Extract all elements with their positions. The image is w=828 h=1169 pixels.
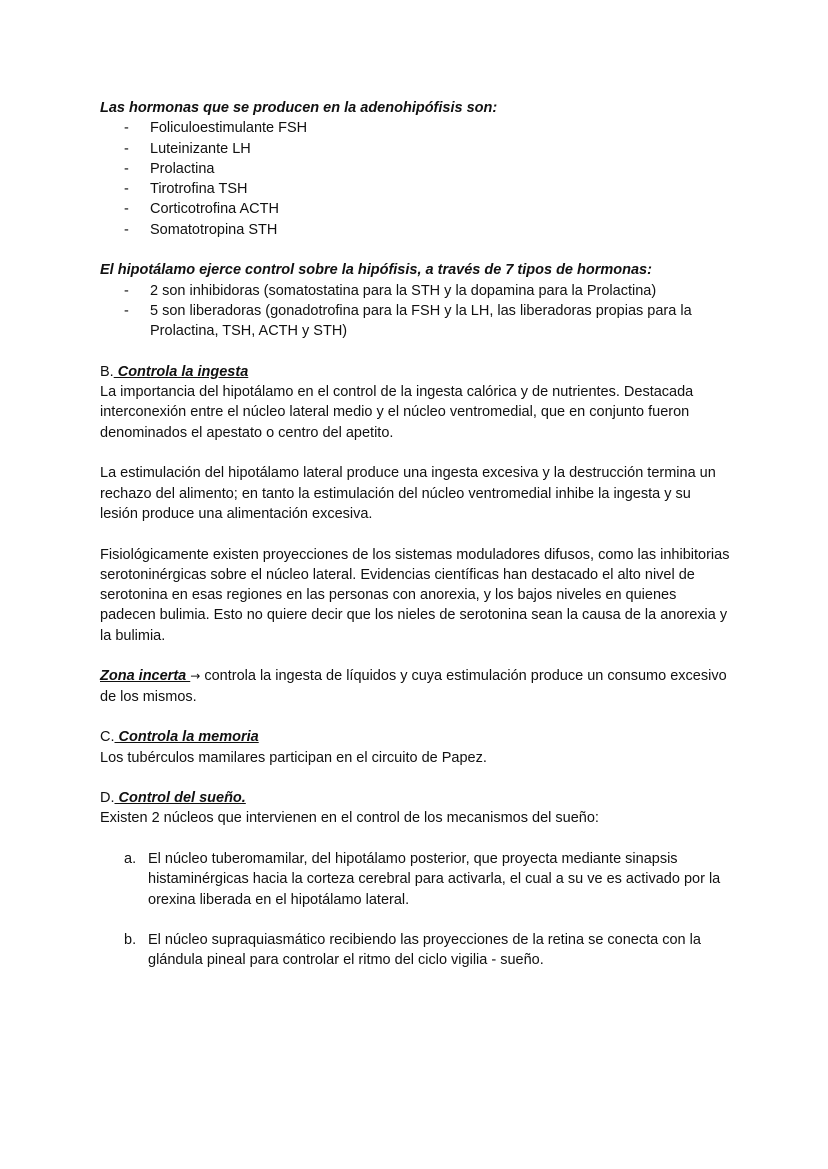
list-item: - 2 son inhibidoras (somatostatina para la STH y la dopamina para la Prolactina) bbox=[100, 281, 730, 301]
section-d-heading bbox=[100, 788, 730, 808]
list-item: - 5 son liberadoras (gonadotrofina para la FSH y la LH, las liberadoras propias para la Prolactina, TSH, ACTH y STH) bbox=[100, 301, 730, 342]
list-item: - Luteinizante LH bbox=[100, 139, 730, 159]
list-item: - Prolactina bbox=[100, 159, 730, 179]
section-b-paragraph-2: La estimulación del hipotálamo lateral produce una ingesta excesiva y la destrucción termina un rechazo del alimento; en tanto la estimulación del núcleo ventromedial inhibe la ingesta y su lesión produce una alimentación excesiva. bbox=[100, 465, 716, 522]
section-c-prefix: C. bbox=[100, 729, 115, 746]
zona-incerta-text: controla la ingesta de líquidos y cuya estimulación produce un consumo excesivo de los mismos. bbox=[100, 668, 727, 705]
section-b-paragraph-1: La importancia del hipotálamo en el control de la ingesta calórica y de nutrientes. Destacada interconexión entre el núcleo lateral medio y el núcleo ventromedial, que en conjunto fueron denominados el apestato o centro del apetito. bbox=[100, 384, 694, 441]
section-d-paragraph-1: Existen 2 núcleos que intervienen en el control de los mecanismos del sueño: bbox=[100, 810, 599, 827]
hipotalamo-heading: El hipotálamo ejerce control sobre la hipófisis, a través de 7 tipos de hormonas: bbox=[100, 262, 652, 279]
document-page bbox=[100, 98, 730, 971]
list-marker: b. bbox=[124, 932, 137, 949]
arrow-right-icon: → bbox=[190, 669, 201, 684]
section-c-paragraph-1: Los tubérculos mamilares participan en el circuito de Papez. bbox=[100, 749, 487, 766]
section-b-title: Controla la ingesta bbox=[113, 363, 249, 380]
section-c-heading bbox=[100, 727, 730, 747]
list-item: - Tirotrofina TSH bbox=[100, 179, 730, 199]
list-item: - Somatotropina STH bbox=[100, 220, 730, 240]
list-marker: a. bbox=[124, 850, 137, 867]
section-d-prefix: D. bbox=[100, 790, 115, 807]
section-b-paragraph-3: Fisiológicamente existen proyecciones de los sistemas moduladores difusos, como las inhibitorias serotoninérgicas sobre el núcleo lateral. Evidencias científicas han destacado el alto nivel de serotonina en esas regiones en las personas con anorexia, y los bajos niveles en quienes padecen bulimia. Esto no quiere decir que los nieles de serotonina sean la causa de la anorexia y la bulimia. bbox=[100, 546, 730, 644]
list-item-text: El núcleo supraquiasmático recibiendo las proyecciones de la retina se conecta con la glándula pineal para controlar el ritmo del ciclo vigilia - sueño. bbox=[148, 932, 701, 969]
zona-incerta-term: Zona incerta bbox=[100, 668, 191, 685]
list-item: - Corticotrofina ACTH bbox=[100, 199, 730, 219]
hipotalamo-list bbox=[100, 281, 730, 342]
zona-incerta-paragraph bbox=[100, 666, 730, 707]
section-d-list bbox=[100, 849, 730, 971]
section-b-heading bbox=[100, 362, 730, 382]
list-item bbox=[100, 930, 730, 971]
list-item-text: El núcleo tuberomamilar, del hipotálamo posterior, que proyecta mediante sinapsis histaminérgicas hacia la corteza cerebral para activarla, el cual a su ve es activado por la orexina liberada en el hipotálamo lateral. bbox=[148, 850, 721, 908]
section-c-title: Controla la memoria bbox=[114, 729, 259, 746]
adeno-list bbox=[100, 118, 730, 240]
adeno-heading: Las hormonas que se producen en la adenohipófisis son: bbox=[100, 100, 498, 116]
section-b-prefix: B. bbox=[100, 363, 114, 380]
list-item bbox=[100, 849, 730, 910]
list-item: - Foliculoestimulante FSH bbox=[100, 118, 730, 138]
section-d-title: Control del sueño. bbox=[114, 790, 246, 807]
